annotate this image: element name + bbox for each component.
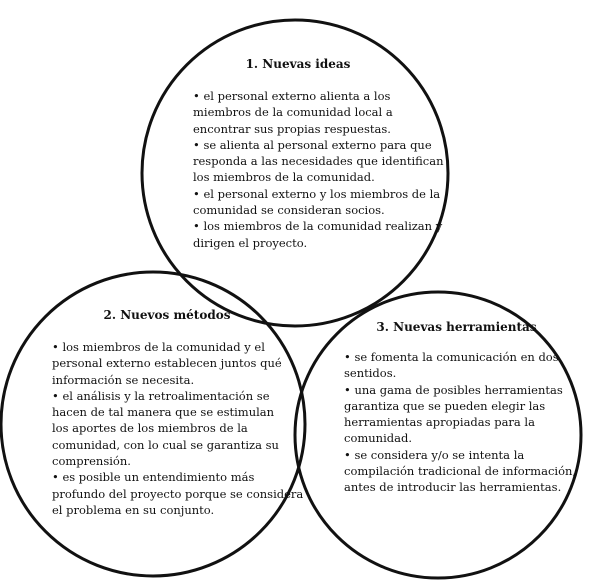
nuevos-metodos-line: comunidad, con lo cual se garantiza su	[52, 437, 279, 452]
nuevas-ideas-line: • el personal externo y los miembros de la	[193, 186, 441, 201]
nuevas-ideas-line: dirigen el proyecto.	[193, 235, 308, 250]
nuevas-herramientas-line: • se fomenta la comunicación en dos	[344, 350, 559, 364]
nuevos-metodos-line: el problema en su conjunto.	[52, 502, 215, 517]
nuevos-metodos-line: información se necesita.	[52, 372, 195, 387]
nuevas-ideas-line: los miembros de la comunidad.	[193, 170, 375, 185]
nuevas-ideas-line: • el personal externo alienta a los	[193, 89, 391, 103]
nuevos-metodos-line: • el análisis y la retroalimentación se	[52, 388, 270, 403]
nuevas-ideas-line: miembros de la comunidad local a	[193, 105, 393, 120]
nuevos-metodos-line: • es posible un entendimiento más	[52, 470, 255, 485]
nuevas-ideas-line: encontrar sus propias respuestas.	[193, 121, 391, 136]
nuevas-herramientas-line: garantiza que se pueden elegir las	[344, 398, 546, 413]
nuevos-metodos-line: profundo del proyecto porque se considera	[52, 486, 304, 501]
nuevas-ideas-line: • se alienta al personal externo para que	[193, 137, 432, 152]
nuevos-metodos-title: 2. Nuevos métodos	[103, 308, 231, 322]
nuevas-herramientas-line: • se considera y/o se intenta la	[344, 447, 525, 462]
nuevas-ideas-line: • los miembros de la comunidad realizan y	[193, 219, 443, 234]
nuevas-herramientas-line: sentidos.	[344, 366, 397, 381]
nuevos-metodos-line: hacen de tal manera que se estimulan	[52, 405, 275, 420]
nuevos-metodos-line: • los miembros de la comunidad y el	[52, 340, 265, 354]
nuevos-metodos-panel	[52, 308, 304, 518]
nuevas-herramientas-line: compilación tradicional de información,	[344, 464, 577, 479]
nuevas-ideas-line: comunidad se consideran socios.	[193, 203, 385, 218]
nuevas-herramientas-line: comunidad.	[344, 431, 412, 446]
nuevas-herramientas-line: herramientas apropiadas para la	[344, 415, 535, 430]
nuevos-metodos-line: los aportes de los miembros de la	[52, 421, 248, 436]
nuevas-herramientas-line: antes de introducir las herramientas.	[344, 480, 562, 495]
nuevas-herramientas-title: 3. Nuevas herramientas	[376, 320, 537, 334]
nuevas-ideas-panel	[193, 57, 444, 251]
nuevas-herramientas-line: • una gama de posibles herramientas	[344, 382, 563, 397]
nuevos-metodos-line: personal externo establecen juntos qué	[52, 356, 282, 371]
nuevas-ideas-title: 1. Nuevas ideas	[245, 57, 351, 71]
nuevas-ideas-line: responda a las necesidades que identifican	[193, 154, 444, 169]
nuevos-metodos-line: comprensión.	[52, 454, 131, 469]
nuevas-herramientas-panel	[344, 320, 577, 496]
